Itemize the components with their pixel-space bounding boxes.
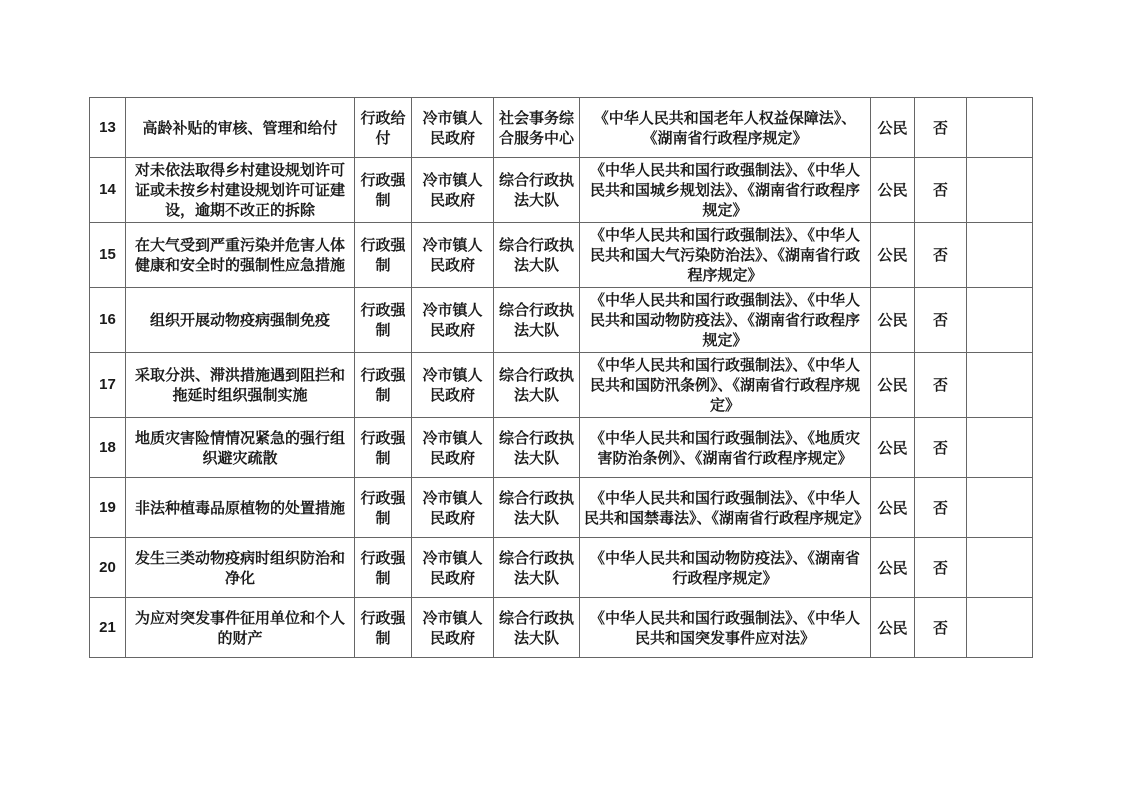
remark-cell bbox=[967, 98, 1033, 158]
remark-cell bbox=[967, 288, 1033, 353]
legal-basis-cell: 《中华人民共和国行政强制法》、《中华人民共和国禁毒法》、《湖南省行政程序规定》 bbox=[580, 478, 871, 538]
row-number-cell: 14 bbox=[90, 158, 126, 223]
subdelegation-cell: 否 bbox=[915, 478, 967, 538]
power-type-cell: 行政强制 bbox=[355, 353, 412, 418]
subdelegation-cell: 否 bbox=[915, 223, 967, 288]
table-row bbox=[90, 353, 1033, 418]
target-cell: 公民 bbox=[871, 478, 915, 538]
remark-cell bbox=[967, 598, 1033, 658]
legal-basis-cell: 《中华人民共和国行政强制法》、《中华人民共和国动物防疫法》、《湖南省行政程序规定》 bbox=[580, 288, 871, 353]
row-number-cell: 16 bbox=[90, 288, 126, 353]
subdelegation-cell: 否 bbox=[915, 353, 967, 418]
table-row bbox=[90, 223, 1033, 288]
power-item-cell: 非法种植毒品原植物的处置措施 bbox=[126, 478, 355, 538]
implementing-body-cell: 冷市镇人民政府 bbox=[412, 223, 494, 288]
legal-basis-cell: 《中华人民共和国行政强制法》、《中华人民共和国突发事件应对法》 bbox=[580, 598, 871, 658]
table-row bbox=[90, 288, 1033, 353]
department-cell: 综合行政执法大队 bbox=[494, 288, 580, 353]
power-item-cell: 为应对突发事件征用单位和个人的财产 bbox=[126, 598, 355, 658]
remark-cell bbox=[967, 478, 1033, 538]
table-row bbox=[90, 418, 1033, 478]
table-row bbox=[90, 98, 1033, 158]
table-row bbox=[90, 598, 1033, 658]
implementing-body-cell: 冷市镇人民政府 bbox=[412, 598, 494, 658]
administrative-powers-table bbox=[89, 97, 1033, 658]
implementing-body-cell: 冷市镇人民政府 bbox=[412, 98, 494, 158]
target-cell: 公民 bbox=[871, 158, 915, 223]
subdelegation-cell: 否 bbox=[915, 538, 967, 598]
legal-basis-cell: 《中华人民共和国老年人权益保障法》、《湖南省行政程序规定》 bbox=[580, 98, 871, 158]
department-cell: 综合行政执法大队 bbox=[494, 478, 580, 538]
power-item-cell: 发生三类动物疫病时组织防治和净化 bbox=[126, 538, 355, 598]
implementing-body-cell: 冷市镇人民政府 bbox=[412, 418, 494, 478]
implementing-body-cell: 冷市镇人民政府 bbox=[412, 158, 494, 223]
implementing-body-cell: 冷市镇人民政府 bbox=[412, 478, 494, 538]
remark-cell bbox=[967, 353, 1033, 418]
power-item-cell: 采取分洪、滞洪措施遇到阻拦和拖延时组织强制实施 bbox=[126, 353, 355, 418]
power-item-cell: 组织开展动物疫病强制免疫 bbox=[126, 288, 355, 353]
power-type-cell: 行政强制 bbox=[355, 418, 412, 478]
row-number-cell: 18 bbox=[90, 418, 126, 478]
implementing-body-cell: 冷市镇人民政府 bbox=[412, 288, 494, 353]
department-cell: 综合行政执法大队 bbox=[494, 598, 580, 658]
table-row bbox=[90, 478, 1033, 538]
implementing-body-cell: 冷市镇人民政府 bbox=[412, 538, 494, 598]
target-cell: 公民 bbox=[871, 353, 915, 418]
department-cell: 综合行政执法大队 bbox=[494, 353, 580, 418]
power-type-cell: 行政强制 bbox=[355, 598, 412, 658]
table-row bbox=[90, 538, 1033, 598]
subdelegation-cell: 否 bbox=[915, 598, 967, 658]
department-cell: 社会事务综合服务中心 bbox=[494, 98, 580, 158]
power-item-cell: 在大气受到严重污染并危害人体健康和安全时的强制性应急措施 bbox=[126, 223, 355, 288]
row-number-cell: 13 bbox=[90, 98, 126, 158]
remark-cell bbox=[967, 158, 1033, 223]
power-type-cell: 行政给付 bbox=[355, 98, 412, 158]
implementing-body-cell: 冷市镇人民政府 bbox=[412, 353, 494, 418]
row-number-cell: 17 bbox=[90, 353, 126, 418]
legal-basis-cell: 《中华人民共和国行政强制法》、《中华人民共和国城乡规划法》、《湖南省行政程序规定》 bbox=[580, 158, 871, 223]
legal-basis-cell: 《中华人民共和国行政强制法》、《地质灾害防治条例》、《湖南省行政程序规定》 bbox=[580, 418, 871, 478]
department-cell: 综合行政执法大队 bbox=[494, 158, 580, 223]
subdelegation-cell: 否 bbox=[915, 288, 967, 353]
power-type-cell: 行政强制 bbox=[355, 288, 412, 353]
row-number-cell: 19 bbox=[90, 478, 126, 538]
row-number-cell: 21 bbox=[90, 598, 126, 658]
table-row bbox=[90, 158, 1033, 223]
target-cell: 公民 bbox=[871, 288, 915, 353]
power-item-cell: 地质灾害险情情况紧急的强行组织避灾疏散 bbox=[126, 418, 355, 478]
subdelegation-cell: 否 bbox=[915, 98, 967, 158]
remark-cell bbox=[967, 223, 1033, 288]
target-cell: 公民 bbox=[871, 418, 915, 478]
power-type-cell: 行政强制 bbox=[355, 158, 412, 223]
target-cell: 公民 bbox=[871, 223, 915, 288]
target-cell: 公民 bbox=[871, 98, 915, 158]
power-type-cell: 行政强制 bbox=[355, 223, 412, 288]
remark-cell bbox=[967, 538, 1033, 598]
department-cell: 综合行政执法大队 bbox=[494, 418, 580, 478]
power-item-cell: 高龄补贴的审核、管理和给付 bbox=[126, 98, 355, 158]
department-cell: 综合行政执法大队 bbox=[494, 223, 580, 288]
legal-basis-cell: 《中华人民共和国行政强制法》、《中华人民共和国防汛条例》、《湖南省行政程序规定》 bbox=[580, 353, 871, 418]
power-type-cell: 行政强制 bbox=[355, 478, 412, 538]
remark-cell bbox=[967, 418, 1033, 478]
power-type-cell: 行政强制 bbox=[355, 538, 412, 598]
row-number-cell: 20 bbox=[90, 538, 126, 598]
legal-basis-cell: 《中华人民共和国动物防疫法》、《湖南省行政程序规定》 bbox=[580, 538, 871, 598]
legal-basis-cell: 《中华人民共和国行政强制法》、《中华人民共和国大气污染防治法》、《湖南省行政程序规定》 bbox=[580, 223, 871, 288]
target-cell: 公民 bbox=[871, 598, 915, 658]
subdelegation-cell: 否 bbox=[915, 158, 967, 223]
row-number-cell: 15 bbox=[90, 223, 126, 288]
target-cell: 公民 bbox=[871, 538, 915, 598]
subdelegation-cell: 否 bbox=[915, 418, 967, 478]
power-item-cell: 对未依法取得乡村建设规划许可证或未按乡村建设规划许可证建设，逾期不改正的拆除 bbox=[126, 158, 355, 223]
department-cell: 综合行政执法大队 bbox=[494, 538, 580, 598]
